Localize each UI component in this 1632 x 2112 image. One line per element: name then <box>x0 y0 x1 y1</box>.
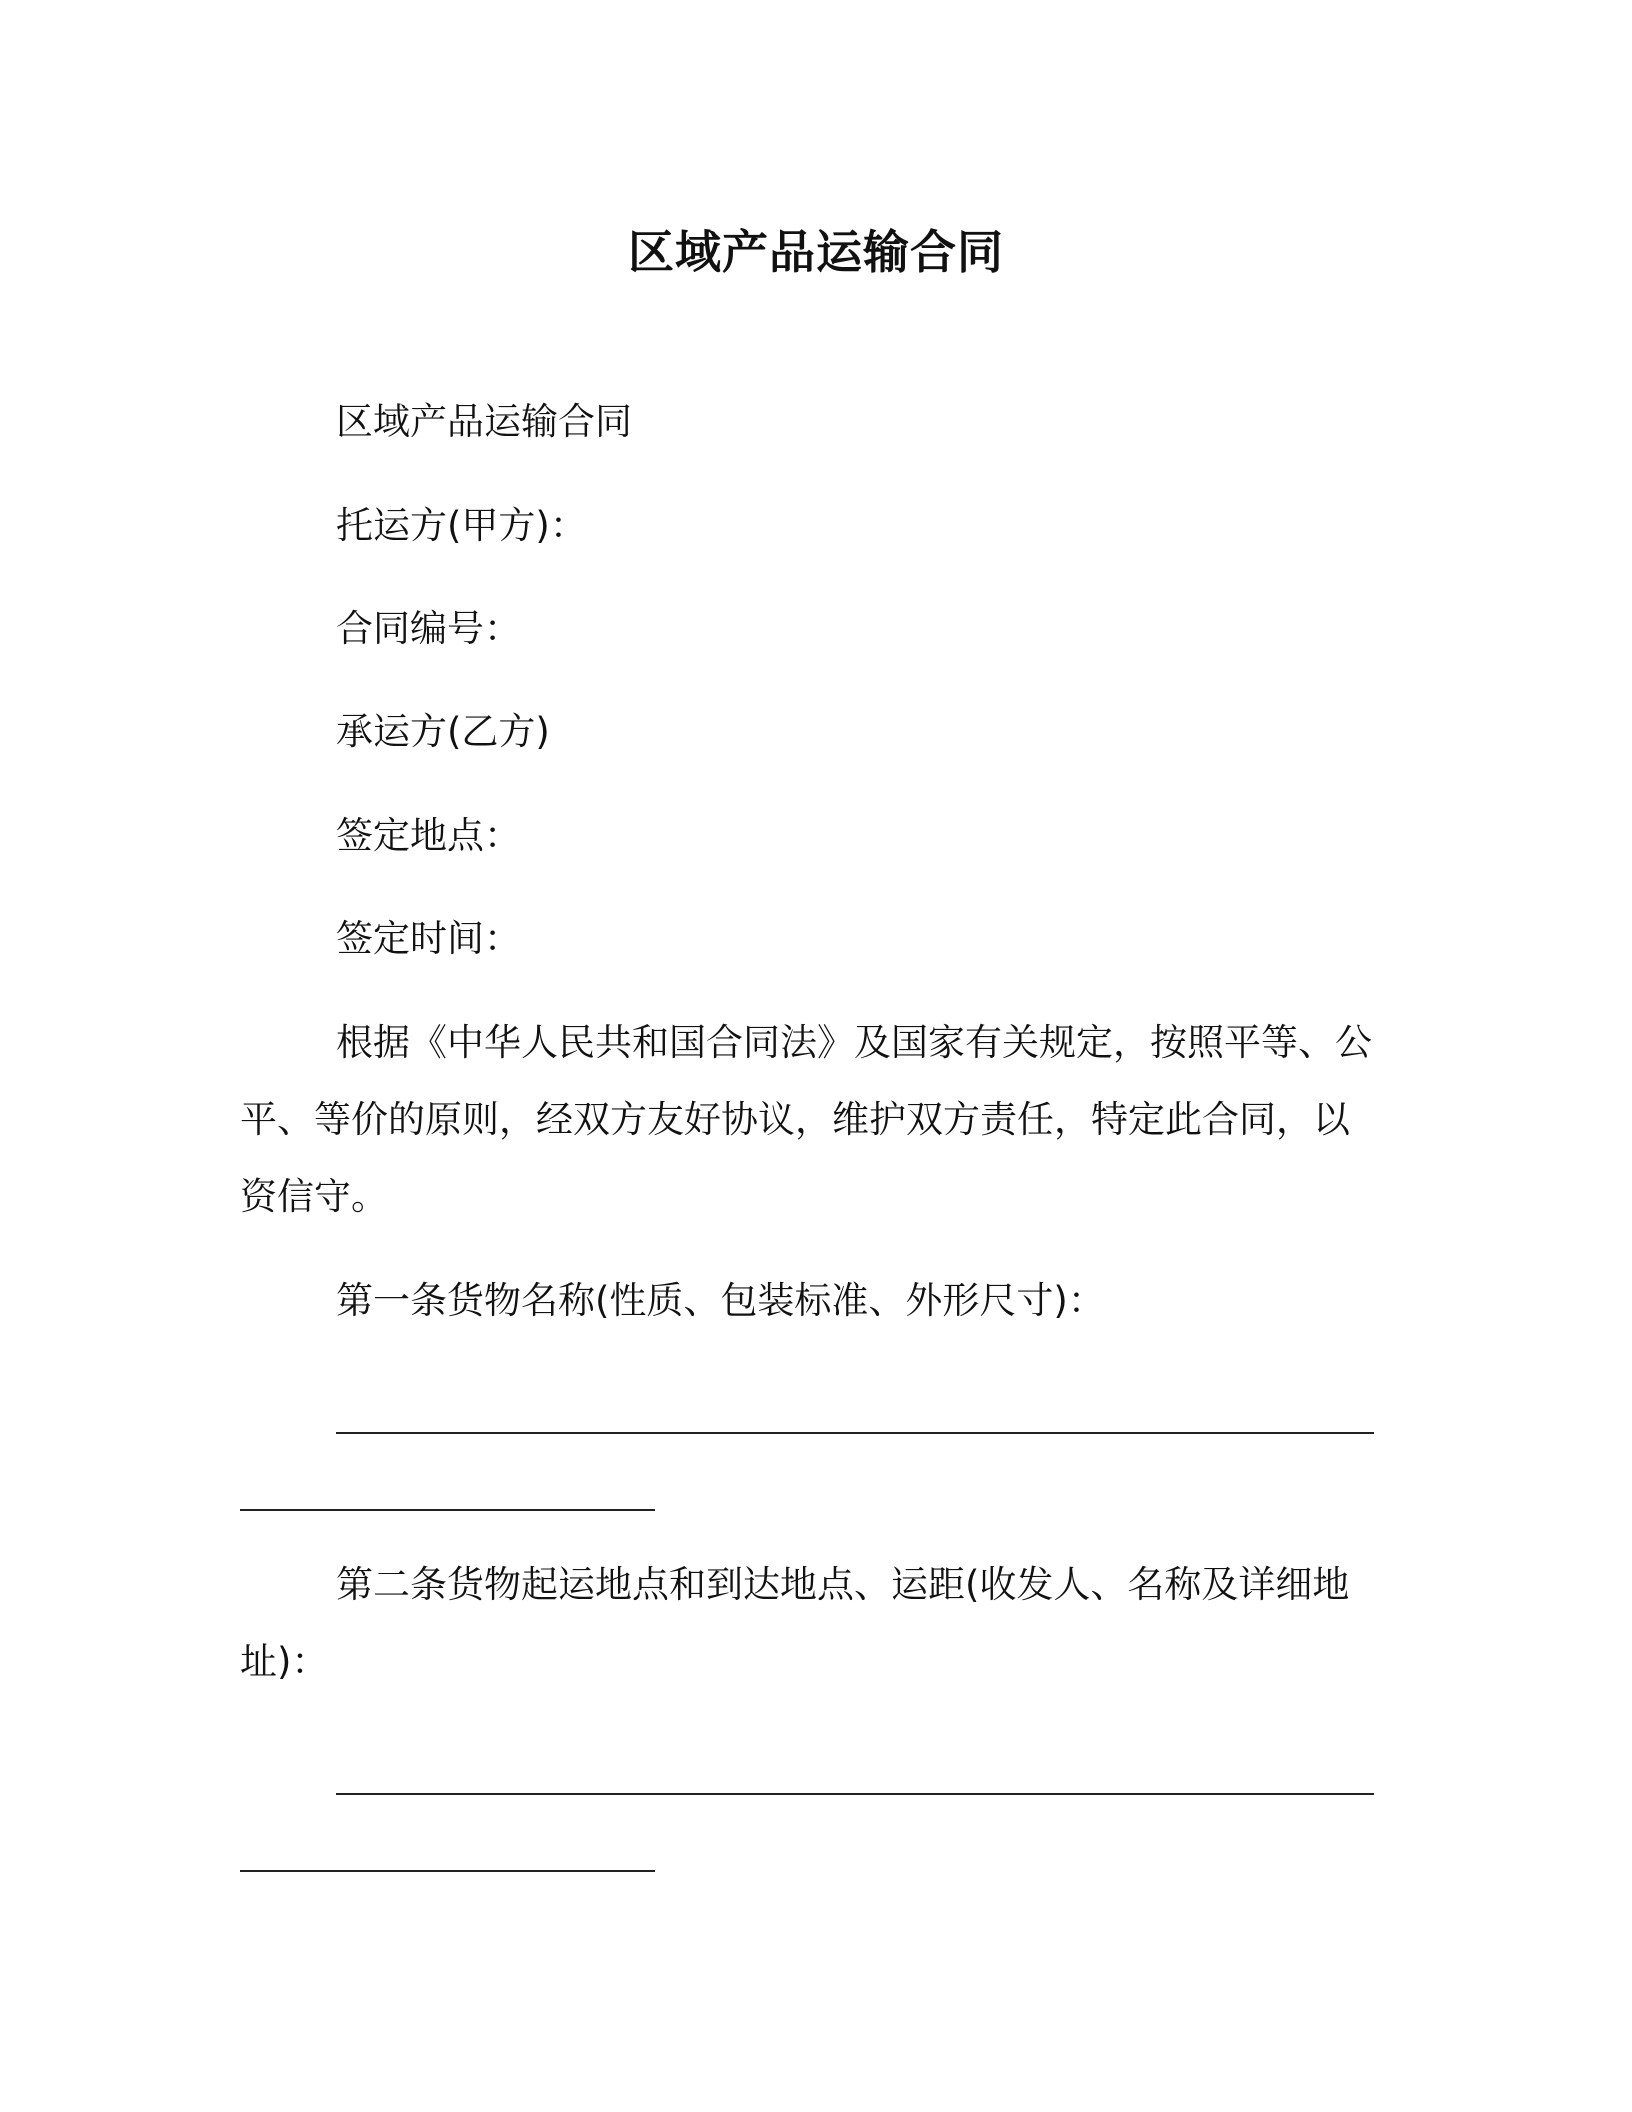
article-2-fill-line-1 <box>336 1793 1374 1795</box>
article-1-fill-line-1 <box>336 1432 1374 1434</box>
document-title: 区域产品运输合同 <box>628 225 1004 279</box>
article-2-heading-line-2: 址)： <box>240 1640 329 1683</box>
preamble-line-3: 资信守。 <box>240 1175 388 1218</box>
article-1-fill-line-2 <box>240 1509 655 1511</box>
article-2-fill-line-2 <box>240 1870 655 1872</box>
article-2-heading-line-1: 第二条货物起运地点和到达地点、运距(收发人、名称及详细地 <box>336 1563 1350 1606</box>
preamble-line-2: 平、等价的原则，经双方友好协议，维护双方责任，特定此合同，以 <box>240 1098 1350 1141</box>
carrier-label: 承运方(乙方) <box>336 710 550 753</box>
signing-place-label: 签定地点： <box>336 814 521 857</box>
contract-number-label: 合同编号： <box>336 607 521 650</box>
document-subtitle: 区域产品运输合同 <box>336 400 632 443</box>
signing-time-label: 签定时间： <box>336 917 521 960</box>
article-1-heading: 第一条货物名称(性质、包装标准、外形尺寸)： <box>336 1279 1105 1322</box>
preamble-line-1: 根据《中华人民共和国合同法》及国家有关规定，按照平等、公 <box>336 1021 1372 1064</box>
shipper-label: 托运方(甲方)： <box>336 504 587 547</box>
